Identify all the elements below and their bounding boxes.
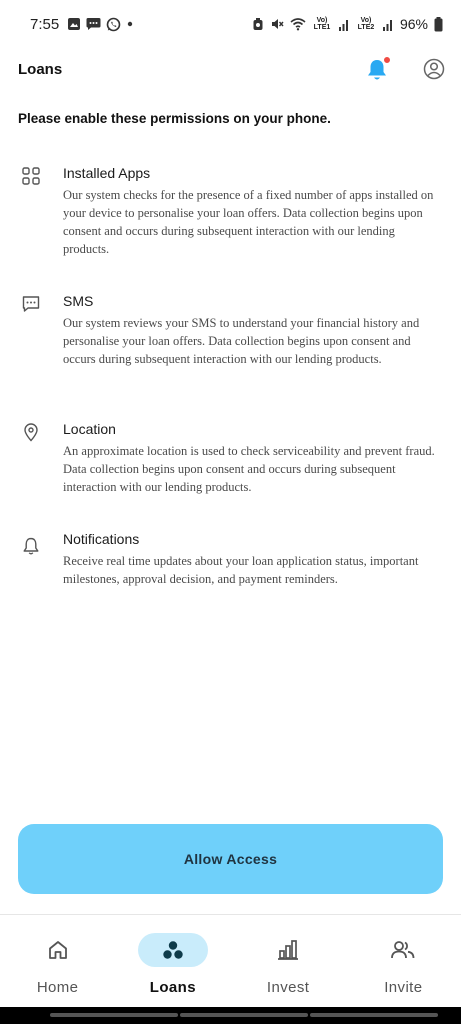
grid-apps-icon <box>21 166 41 186</box>
permission-title: Installed Apps <box>63 165 151 181</box>
battery-percent: 96% <box>399 16 428 32</box>
system-status-icons <box>252 16 443 32</box>
nav-item-invest[interactable] <box>231 915 346 1007</box>
wifi-icon <box>290 17 306 31</box>
notification-badge <box>383 56 391 64</box>
bell-outline-icon <box>21 536 41 556</box>
bottom-nav <box>0 914 461 1007</box>
page-title: Loans <box>18 60 63 78</box>
permission-description: Our system reviews your SMS to understand your financial history and personalise your loan offers. Data collection begins upon consent and occurs during subsequent interaction with our lending products. <box>63 316 420 366</box>
lte1-label: Vo) LTE1 <box>313 17 331 31</box>
app-header <box>0 48 461 90</box>
nav-label: Invite <box>384 979 423 996</box>
gesture-handle-right <box>310 1013 438 1017</box>
status-bar <box>0 0 461 48</box>
permission-description: An approximate location is used to check serviceability and prevent fraud. Data collection begins upon consent and occurs during subsequent interaction with our lending products. <box>63 444 435 494</box>
gesture-handle-left <box>50 1013 178 1017</box>
gesture-handle-center <box>180 1013 308 1017</box>
status-time: 7:55 <box>30 15 60 33</box>
bar-chart-icon[interactable] <box>276 938 300 962</box>
permission-title: SMS <box>63 293 94 309</box>
nav-item-home[interactable] <box>0 915 115 1007</box>
sms-icon <box>21 294 41 314</box>
dot-icon <box>126 20 134 28</box>
permission-title: Notifications <box>63 531 140 547</box>
permission-description: Receive real time updates about your loan application status, important milestones, approval decision, and payment reminders. <box>63 554 419 586</box>
permission-description: Our system checks for the presence of a fixed number of apps installed on your device to personalise your loan offers. Data collection begins upon consent and occurs during subsequent interaction with our lending products. <box>63 188 434 256</box>
permission-title: Location <box>63 421 116 437</box>
whatsapp-icon <box>106 17 121 32</box>
notification-icons <box>67 17 134 32</box>
nav-item-invite[interactable] <box>346 915 461 1007</box>
signal-icon <box>338 18 350 31</box>
lte2-label: Vo) LTE2 <box>357 17 375 31</box>
alarm-icon <box>252 17 264 31</box>
permission-item-location <box>0 421 461 496</box>
mute-icon <box>270 17 284 31</box>
nav-item-loans[interactable] <box>115 915 230 1007</box>
home-icon[interactable] <box>46 938 70 962</box>
nav-label: Invest <box>266 979 310 996</box>
users-icon[interactable] <box>389 938 417 962</box>
nav-label: Loans <box>149 979 196 996</box>
signal-icon-2 <box>382 18 394 31</box>
system-gesture-bar <box>0 1007 461 1024</box>
nav-label: Home <box>36 979 79 996</box>
notifications-button[interactable] <box>366 56 390 82</box>
allow-access-button[interactable]: Allow Access <box>18 824 443 894</box>
image-icon <box>67 17 81 31</box>
loans-dots-icon[interactable] <box>160 938 186 962</box>
permission-item-installed-apps <box>0 165 461 258</box>
permission-item-notifications <box>0 531 461 588</box>
profile-icon[interactable] <box>423 58 445 80</box>
message-icon <box>86 17 101 31</box>
permission-item-sms <box>0 293 461 368</box>
battery-icon <box>434 17 443 32</box>
location-pin-icon <box>21 422 41 442</box>
permissions-heading: Please enable these permissions on your phone. <box>18 111 331 126</box>
